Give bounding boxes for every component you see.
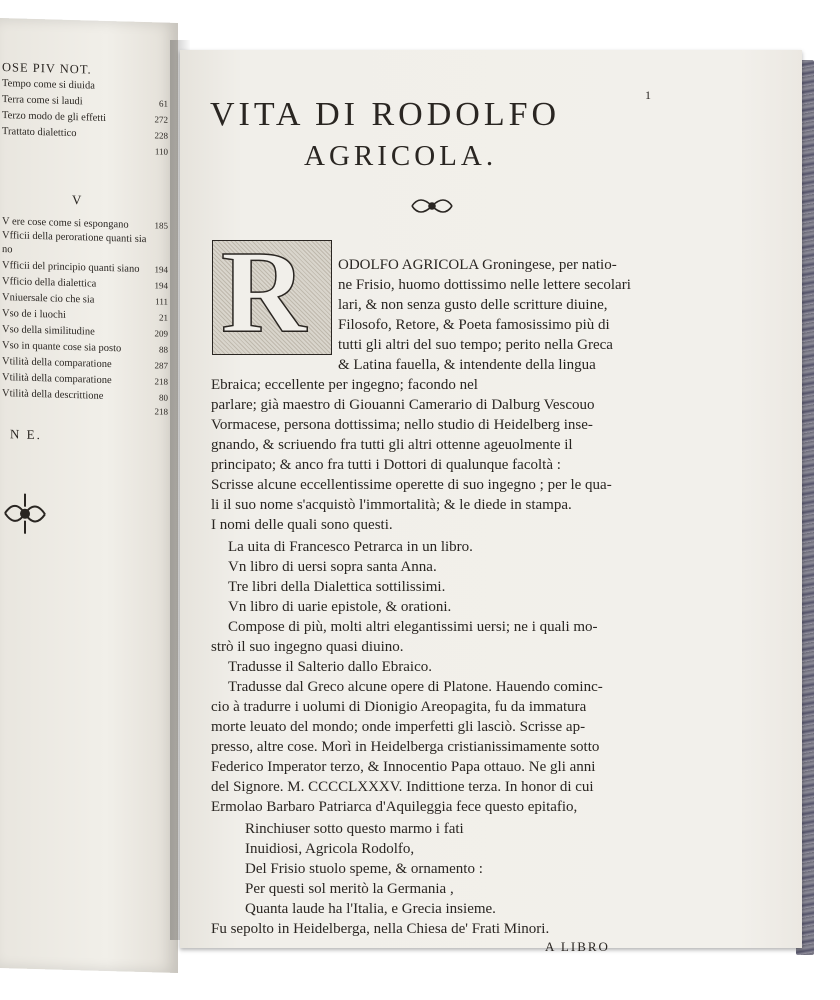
index-text: no — [2, 244, 13, 256]
index-text: Vtilità della descrittione — [2, 388, 104, 402]
index-page-number: 194 — [154, 264, 168, 275]
index-page-number: 111 — [155, 296, 168, 307]
index-text: Terra come si laudi — [2, 94, 83, 108]
index-row — [2, 142, 174, 157]
left-page-finis: N E. — [10, 426, 42, 443]
index-text: Vniuersale cio che sia — [2, 292, 95, 306]
index-text: Vso in quante cose sia posto — [2, 340, 122, 355]
index-page-number: 194 — [154, 280, 168, 291]
index-row — [2, 340, 174, 356]
text-line: principato; & anco fra tutti i Dottori di qualunque facoltà : — [211, 457, 561, 473]
decorated-initial — [212, 226, 332, 357]
index-page-number: 21 — [159, 312, 168, 323]
index-row — [2, 94, 174, 110]
catchword: A LIBRO — [545, 939, 610, 954]
text-line: ODOLFO AGRICOLA Groningese, per natio- — [338, 257, 617, 273]
index-row — [2, 388, 174, 404]
index-text: Tempo come si diuida — [2, 78, 95, 92]
text-line: & Latina fauella, & intendente della lingua — [338, 357, 596, 373]
index-row — [2, 78, 174, 94]
text-line: lari, & non senza gusto delle scritture diuine, — [338, 297, 608, 313]
index-page-number: 228 — [154, 130, 168, 141]
text-line: Ermolao Barbaro Patriarca d'Aquileggia fece questo epitafio, — [211, 799, 578, 815]
index-text: Vfficii della peroratione quanti sia — [2, 230, 147, 246]
index-page-number: 61 — [159, 98, 168, 109]
index-text: Vso de i luochi — [2, 308, 66, 321]
index-page-number: 218 — [154, 406, 168, 417]
text-line: I nomi delle quali sono questi. — [211, 517, 393, 533]
index-row — [2, 230, 174, 246]
text-line: tutti gli altri del suo tempo; perito nella Greca — [338, 337, 613, 353]
index-text: Terzo modo de gli effetti — [2, 110, 107, 124]
epitaph-line: Del Frisio stuolo speme, & ornamento : — [245, 861, 483, 877]
index-page-number: 110 — [154, 146, 168, 157]
initial-letter: R — [221, 226, 307, 357]
text-line: li il suo nome s'acquistò l'immortalità; & le diede in stampa. — [211, 497, 572, 513]
text-line: Compose di più, molti altri elegantissimi uersi; ne i quali mo- — [228, 619, 598, 635]
text-line: strò il suo ingegno quasi diuino. — [211, 639, 404, 655]
epitaph-line: Inuidiosi, Agricola Rodolfo, — [245, 841, 415, 857]
text-line: gnando, & scriuendo fra tutti gli altri ottenne ageuolmente il — [211, 437, 573, 453]
page-number: 1 — [645, 88, 651, 102]
index-text: Vso della similitudine — [2, 324, 95, 338]
index-text: Vfficio della dialettica — [2, 276, 97, 290]
text-line: del Signore. M. CCCCLXXXV. Indittione terza. In honor di cui — [211, 779, 594, 795]
text-line: Tre libri della Dialettica sottilissimi. — [228, 579, 446, 595]
index-page-number: 185 — [154, 220, 168, 231]
index-page-number: 80 — [159, 392, 168, 403]
index-page-number: 272 — [154, 114, 168, 125]
fleuron-ornament-icon — [0, 488, 50, 539]
index-page-number: 88 — [159, 344, 168, 355]
index-page-number: 287 — [154, 360, 168, 371]
text-line: Tradusse dal Greco alcune opere di Platone. Hauendo cominc- — [228, 679, 603, 695]
index-row — [2, 292, 174, 308]
chapter-title-line-1: VITA DI RODOLFO — [210, 96, 561, 133]
index-text: V ere cose come si espongano — [2, 216, 129, 231]
text-line: presso, altre cose. Morì in Heidelberga cristianissimamente sotto — [211, 739, 600, 755]
index-row — [2, 356, 174, 372]
index-row — [2, 276, 174, 292]
text-line: Filosofo, Retore, & Poeta famosissimo più di — [338, 317, 610, 333]
text-line: Ebraica; eccellente per ingegno; facondo nel — [211, 377, 478, 393]
index-row — [2, 308, 174, 324]
index-row — [2, 260, 174, 276]
left-page — [0, 18, 178, 973]
text-line: Tradusse il Salterio dallo Ebraico. — [228, 659, 432, 675]
text-line: Fu sepolto in Heidelberga, nella Chiesa de' Frati Minori. — [211, 921, 550, 937]
epitaph-line: Quanta laude ha l'Italia, e Grecia insieme. — [245, 901, 496, 917]
index-text: Vfficii del principio quanti siano — [2, 260, 140, 275]
index-row — [2, 216, 174, 232]
text-line: Vormacese, persona dottissima; nello studio di Heidelberg inse- — [211, 417, 593, 433]
text-line: Scrisse alcune eccellentissime operette di suo ingegno ; per le qua- — [211, 477, 612, 493]
left-page-header: OSE PIV NOT. — [2, 60, 92, 77]
text-line: Federico Imperator terzo, & Innocentio Papa ottauo. Ne gli anni — [211, 759, 596, 775]
fleuron-ornament-icon — [410, 192, 454, 220]
index-row — [2, 372, 174, 388]
index-text: Trattato dialettico — [2, 126, 77, 140]
text-line: Vn libro di uersi sopra santa Anna. — [228, 559, 437, 575]
index-row — [2, 244, 174, 260]
index-section-letter: V — [72, 192, 82, 208]
chapter-title-line-2: AGRICOLA. — [304, 140, 498, 172]
text-line: parlare; già maestro di Giouanni Camerario di Dalburg Vescouo — [211, 397, 595, 413]
text-line: ne Frisio, huomo dottissimo nelle lettere secolari — [338, 277, 631, 293]
index-row — [2, 324, 174, 340]
text-line: Vn libro di uarie epistole, & orationi. — [228, 599, 452, 615]
epitaph-line: Per questi sol meritò la Germania , — [245, 881, 454, 897]
text-line: cio à tradurre i uolumi di Dionigio Areopagita, fu da immatura — [211, 699, 587, 715]
index-page-number: 209 — [154, 328, 168, 339]
index-text: Vtilità della comparatione — [2, 372, 112, 387]
text-line: La uita di Francesco Petrarca in un libro. — [228, 539, 473, 555]
epitaph-line: Rinchiuser sotto questo marmo i fati — [245, 821, 464, 837]
text-line: morte leuato del mondo; onde imperfetti gli lasciò. Scrisse ap- — [211, 719, 586, 735]
index-row — [2, 126, 174, 142]
index-page-number: 218 — [154, 376, 168, 387]
index-row — [2, 110, 174, 126]
index-text: Vtilità della comparatione — [2, 356, 112, 371]
